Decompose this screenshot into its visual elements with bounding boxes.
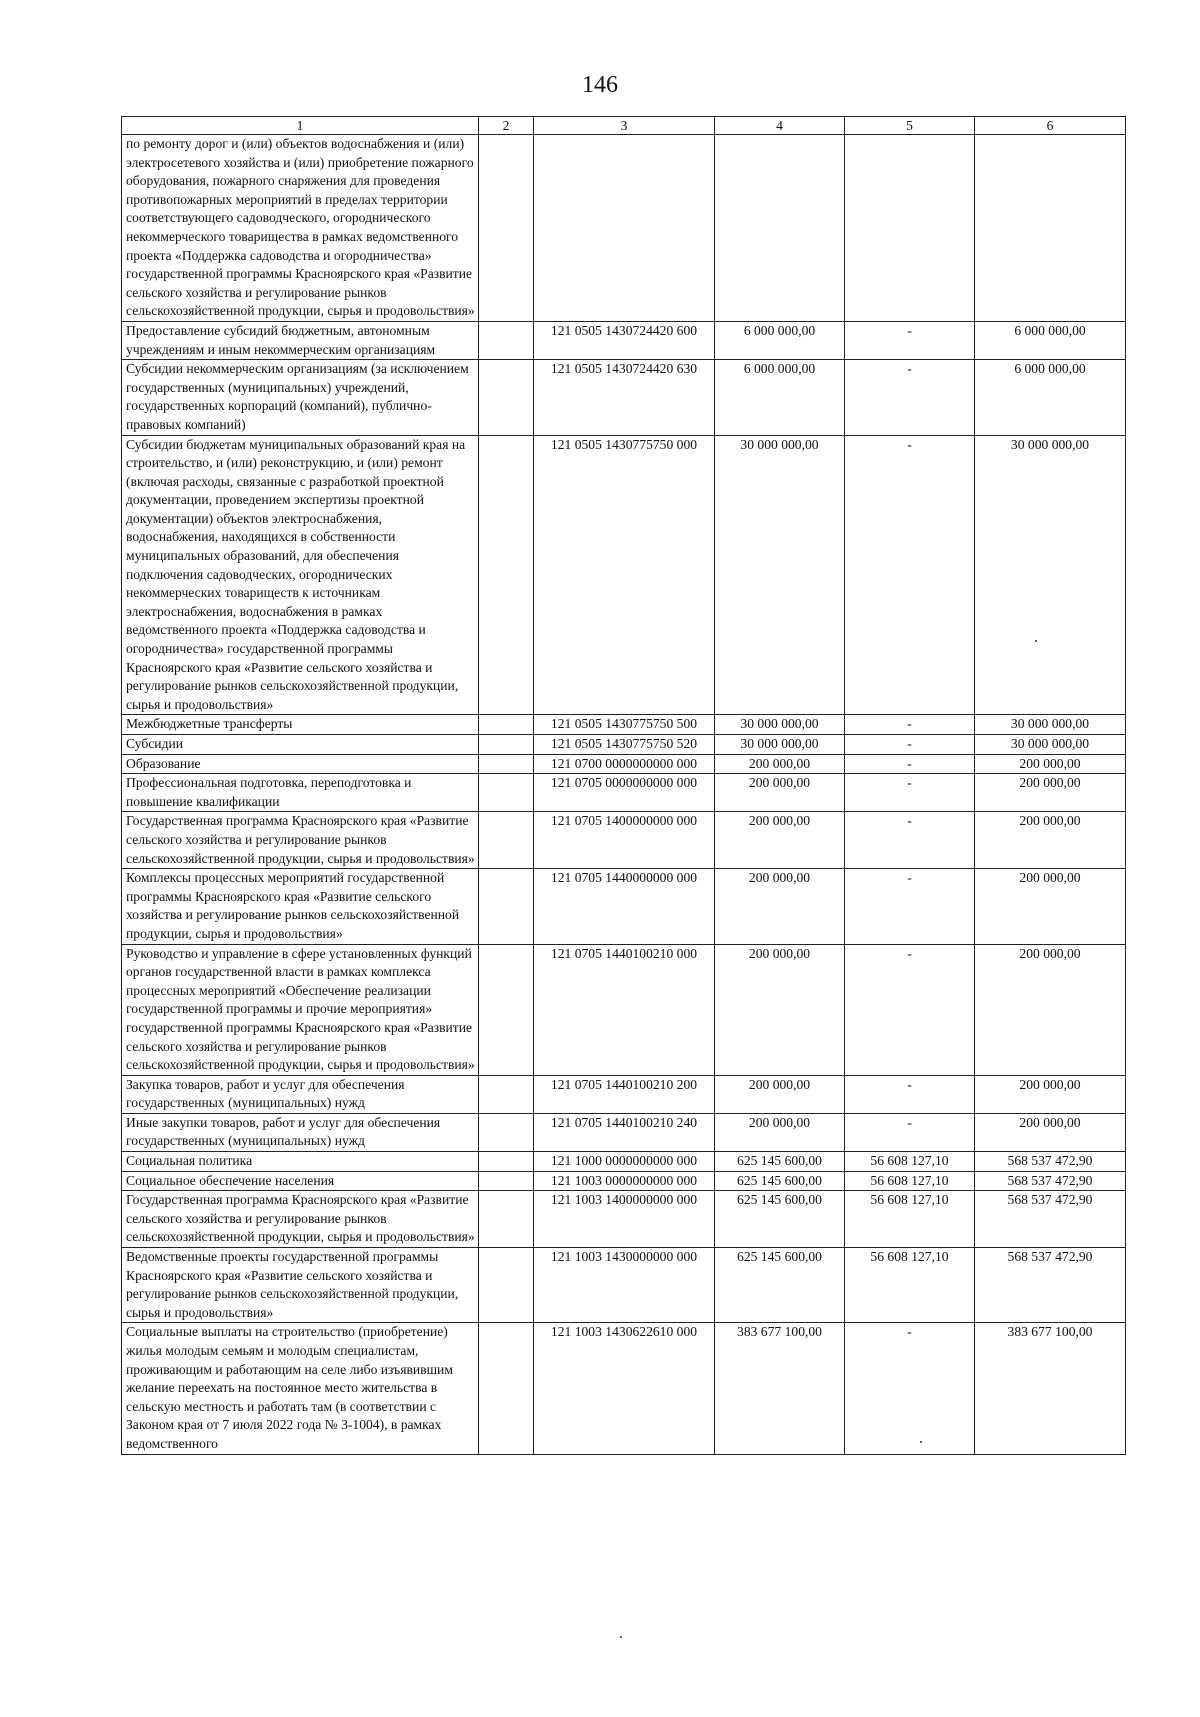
row-budget-code: 121 1003 1430622610 000 <box>534 1323 715 1454</box>
row-col2 <box>479 944 534 1075</box>
row-col2 <box>479 1113 534 1151</box>
header-row <box>122 117 1126 135</box>
row-change: - <box>845 715 975 735</box>
row-col2 <box>479 1323 534 1454</box>
row-change: - <box>845 435 975 715</box>
row-description: Государственная программа Красноярского края «Развитие сельского хозяйства и регулирование рынков сельскохозяйственной продукции, сырья и продовольствия» <box>122 812 479 869</box>
row-col2 <box>479 735 534 755</box>
row-amount: 625 145 600,00 <box>715 1171 845 1191</box>
row-description: Иные закупки товаров, работ и услуг для обеспечения государственных (муниципальных) нужд <box>122 1113 479 1151</box>
row-change <box>845 135 975 322</box>
row-total: 30 000 000,00 <box>975 735 1126 755</box>
table-row <box>122 1323 1126 1454</box>
row-description: Социальные выплаты на строительство (приобретение) жилья молодым семьям и молодым специалистам, проживающим и работающим на селе либо изъявившим желание переехать на постоянное место жительства в сельскую местность и работать там (в соответствии с Законом края от 7 июля 2022 года № 3-1004), в рамках ведомственного <box>122 1323 479 1454</box>
row-change: - <box>845 774 975 812</box>
page-number: 146 <box>582 72 618 98</box>
row-col2 <box>479 360 534 435</box>
row-amount: 200 000,00 <box>715 944 845 1075</box>
row-total <box>975 135 1126 322</box>
row-budget-code: 121 1003 1430000000 000 <box>534 1248 715 1323</box>
table-row <box>122 944 1126 1075</box>
row-col2 <box>479 715 534 735</box>
row-amount: 30 000 000,00 <box>715 735 845 755</box>
row-amount <box>715 135 845 322</box>
row-change: - <box>845 754 975 774</box>
header-col-4: 4 <box>715 117 845 135</box>
row-change: - <box>845 360 975 435</box>
row-description: по ремонту дорог и (или) объектов водоснабжения и (или) электросетевого хозяйства и (или) приобретение пожарного оборудования, пожарного снаряжения для проведения противопожарных мероприятий в пределах территории соответствующего садоводческого, огороднического некоммерческого товарищества в рамках ведомственного проекта «Поддержка садоводства и огородничества» государственной программы Красноярского края «Развитие сельского хозяйства и регулирование рынков сельскохозяйственной продукции, сырья и продовольствия» <box>122 135 479 322</box>
row-total: 200 000,00 <box>975 1113 1126 1151</box>
header-col-1: 1 <box>122 117 479 135</box>
row-budget-code: 121 1000 0000000000 000 <box>534 1152 715 1172</box>
row-budget-code: 121 0705 0000000000 000 <box>534 774 715 812</box>
row-change: - <box>845 1113 975 1151</box>
row-description: Ведомственные проекты государственной программы Красноярского края «Развитие сельского хозяйства и регулирование рынков сельскохозяйственной продукции, сырья и продовольствия» <box>122 1248 479 1323</box>
row-total: 6 000 000,00 <box>975 360 1126 435</box>
row-description: Закупка товаров, работ и услуг для обеспечения государственных (муниципальных) нужд <box>122 1075 479 1113</box>
row-budget-code: 121 0705 1440100210 000 <box>534 944 715 1075</box>
row-amount: 625 145 600,00 <box>715 1191 845 1248</box>
row-total: 383 677 100,00 <box>975 1323 1126 1454</box>
row-budget-code: 121 0705 1400000000 000 <box>534 812 715 869</box>
row-amount: 200 000,00 <box>715 812 845 869</box>
table-row <box>122 754 1126 774</box>
row-amount: 625 145 600,00 <box>715 1152 845 1172</box>
row-description: Комплексы процессных мероприятий государственной программы Красноярского края «Развитие сельского хозяйства и регулирование рынков сельскохозяйственной продукции, сырья и продовольствия» <box>122 869 479 944</box>
row-total: 200 000,00 <box>975 754 1126 774</box>
row-amount: 200 000,00 <box>715 754 845 774</box>
row-description: Предоставление субсидий бюджетным, автономным учреждениям и иным некоммерческим организациям <box>122 321 479 359</box>
row-col2 <box>479 1171 534 1191</box>
row-amount: 383 677 100,00 <box>715 1323 845 1454</box>
row-change: - <box>845 869 975 944</box>
row-budget-code: 121 0505 1430775750 500 <box>534 715 715 735</box>
header-col-3: 3 <box>534 117 715 135</box>
budget-table <box>121 116 1126 1455</box>
scan-speck <box>620 1636 622 1638</box>
row-total: 200 000,00 <box>975 869 1126 944</box>
row-description: Руководство и управление в сфере установленных функций органов государственной власти в рамках комплекса процессных мероприятий «Обеспечение реализации государственной программы и прочие мероприятия» государственной программы Красноярского края «Развитие сельского хозяйства и регулирование рынков сельскохозяйственной продукции, сырья и продовольствия» <box>122 944 479 1075</box>
row-change: - <box>845 1323 975 1454</box>
table-row <box>122 1113 1126 1151</box>
table-row <box>122 1171 1126 1191</box>
row-total: 200 000,00 <box>975 812 1126 869</box>
row-description: Образование <box>122 754 479 774</box>
scan-speck <box>1035 640 1037 642</box>
table-row <box>122 1152 1126 1172</box>
row-total: 200 000,00 <box>975 774 1126 812</box>
row-description: Субсидии бюджетам муниципальных образований края на строительство, и (или) реконструкцию, и (или) ремонт (включая расходы, связанные с разработкой проектной документации, проведением экспертизы проектной документации) объектов электроснабжения, водоснабжения, находящихся в собственности муниципальных образований, для обеспечения подключения садоводческих, огороднических некоммерческих товариществ к источникам электроснабжения, водоснабжения в рамках ведомственного проекта «Поддержка садоводства и огородничества» государственной программы Красноярского края «Развитие сельского хозяйства и регулирование рынков сельскохозяйственной продукции, сырья и продовольствия» <box>122 435 479 715</box>
row-description: Межбюджетные трансферты <box>122 715 479 735</box>
row-budget-code: 121 0505 1430724420 630 <box>534 360 715 435</box>
row-budget-code: 121 0705 1440100210 200 <box>534 1075 715 1113</box>
row-change: - <box>845 1075 975 1113</box>
row-amount: 200 000,00 <box>715 869 845 944</box>
row-change: 56 608 127,10 <box>845 1248 975 1323</box>
row-budget-code: 121 0705 1440100210 240 <box>534 1113 715 1151</box>
row-amount: 6 000 000,00 <box>715 360 845 435</box>
row-amount: 30 000 000,00 <box>715 715 845 735</box>
row-amount: 200 000,00 <box>715 1113 845 1151</box>
row-amount: 30 000 000,00 <box>715 435 845 715</box>
header-col-2: 2 <box>479 117 534 135</box>
header-col-5: 5 <box>845 117 975 135</box>
row-total: 568 537 472,90 <box>975 1248 1126 1323</box>
row-amount: 625 145 600,00 <box>715 1248 845 1323</box>
row-col2 <box>479 869 534 944</box>
row-description: Субсидии некоммерческим организациям (за исключением государственных (муниципальных) учреждений, государственных корпораций (компаний), публично-правовых компаний) <box>122 360 479 435</box>
table-row <box>122 735 1126 755</box>
table-row <box>122 715 1126 735</box>
header-col-6: 6 <box>975 117 1126 135</box>
row-total: 200 000,00 <box>975 944 1126 1075</box>
row-col2 <box>479 754 534 774</box>
row-col2 <box>479 774 534 812</box>
row-description: Социальная политика <box>122 1152 479 1172</box>
row-col2 <box>479 1191 534 1248</box>
row-col2 <box>479 1152 534 1172</box>
row-col2 <box>479 135 534 322</box>
row-change: 56 608 127,10 <box>845 1152 975 1172</box>
row-total: 6 000 000,00 <box>975 321 1126 359</box>
row-total: 568 537 472,90 <box>975 1191 1126 1248</box>
row-change: 56 608 127,10 <box>845 1191 975 1248</box>
row-change: - <box>845 321 975 359</box>
table-row <box>122 1248 1126 1323</box>
row-description: Профессиональная подготовка, переподготовка и повышение квалификации <box>122 774 479 812</box>
row-description: Социальное обеспечение населения <box>122 1171 479 1191</box>
row-budget-code: 121 1003 0000000000 000 <box>534 1171 715 1191</box>
row-total: 568 537 472,90 <box>975 1152 1126 1172</box>
table-row <box>122 869 1126 944</box>
table-row <box>122 812 1126 869</box>
row-col2 <box>479 435 534 715</box>
table-body <box>122 135 1126 1455</box>
row-col2 <box>479 321 534 359</box>
row-total: 568 537 472,90 <box>975 1171 1126 1191</box>
row-total: 30 000 000,00 <box>975 435 1126 715</box>
row-change: 56 608 127,10 <box>845 1171 975 1191</box>
table-row <box>122 435 1126 715</box>
row-budget-code: 121 0505 1430775750 520 <box>534 735 715 755</box>
row-budget-code: 121 0705 1440000000 000 <box>534 869 715 944</box>
table-row <box>122 321 1126 359</box>
row-description: Субсидии <box>122 735 479 755</box>
row-total: 30 000 000,00 <box>975 715 1126 735</box>
table-row <box>122 1075 1126 1113</box>
row-budget-code: 121 0700 0000000000 000 <box>534 754 715 774</box>
scan-speck <box>920 1441 922 1443</box>
row-col2 <box>479 1075 534 1113</box>
row-budget-code: 121 1003 1400000000 000 <box>534 1191 715 1248</box>
table-row <box>122 1191 1126 1248</box>
table-row <box>122 360 1126 435</box>
row-change: - <box>845 944 975 1075</box>
row-budget-code <box>534 135 715 322</box>
row-change: - <box>845 735 975 755</box>
row-description: Государственная программа Красноярского края «Развитие сельского хозяйства и регулирование рынков сельскохозяйственной продукции, сырья и продовольствия» <box>122 1191 479 1248</box>
row-total: 200 000,00 <box>975 1075 1126 1113</box>
table-row <box>122 135 1126 322</box>
row-amount: 6 000 000,00 <box>715 321 845 359</box>
row-budget-code: 121 0505 1430775750 000 <box>534 435 715 715</box>
row-amount: 200 000,00 <box>715 774 845 812</box>
row-change: - <box>845 812 975 869</box>
table-row <box>122 774 1126 812</box>
row-budget-code: 121 0505 1430724420 600 <box>534 321 715 359</box>
row-col2 <box>479 1248 534 1323</box>
row-col2 <box>479 812 534 869</box>
row-amount: 200 000,00 <box>715 1075 845 1113</box>
